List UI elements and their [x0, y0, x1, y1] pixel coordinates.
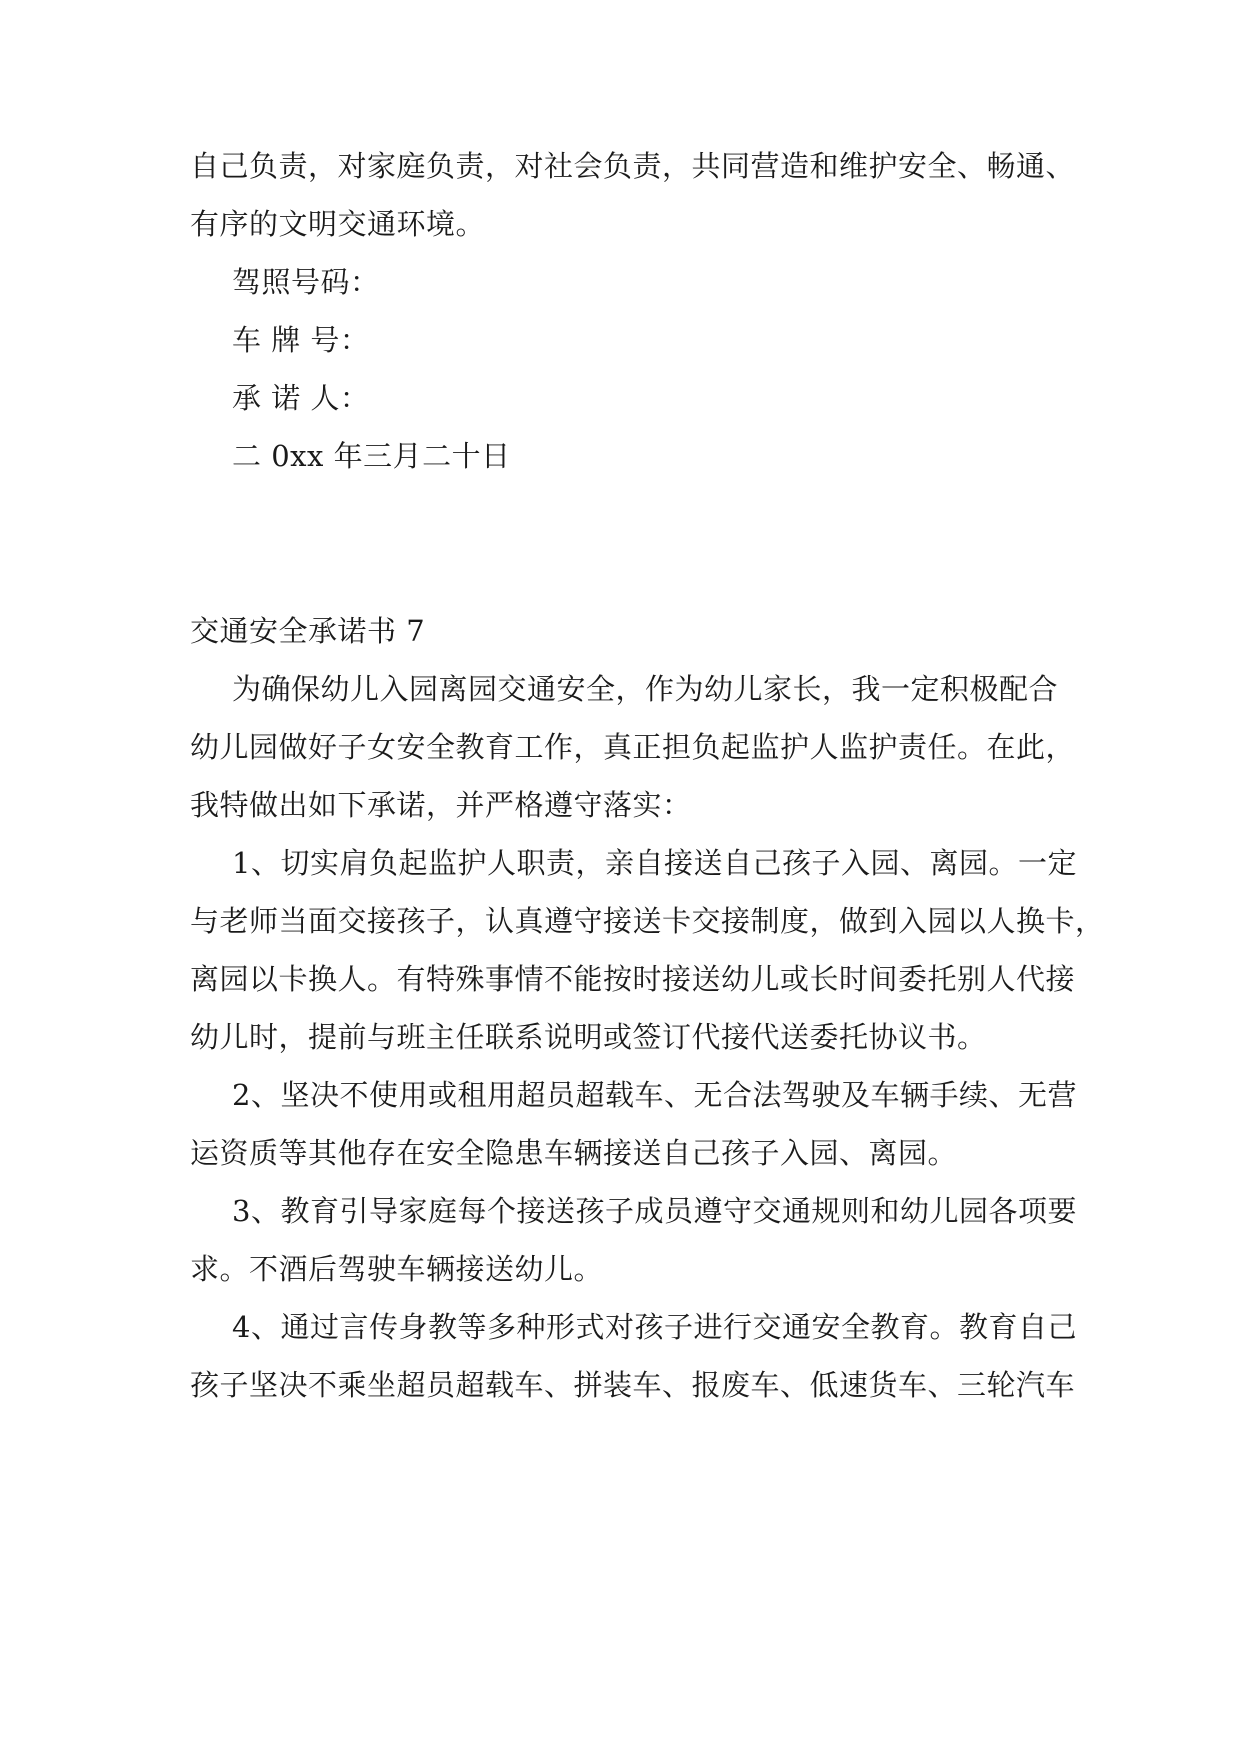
body-text-line: 有序的文明交通环境。 [190, 207, 486, 241]
body-text-line: 自己负责，对家庭负责，对社会负责，共同营造和维护安全、畅通、 [190, 149, 1076, 183]
paragraph-line: 求。不酒后驾驶车辆接送幼儿。 [190, 1252, 604, 1286]
section-title: 交通安全承诺书 7 [190, 614, 426, 648]
paragraph-line: 3、教育引导家庭每个接送孩子成员遵守交通规则和幼儿园各项要 [232, 1194, 1077, 1228]
promisor-field: 承 诺 人： [232, 381, 370, 415]
paragraph-line: 我特做出如下承诺，并严格遵守落实： [190, 788, 692, 822]
paragraph-line: 2、坚决不使用或租用超员超载车、无合法驾驶及车辆手续、无营 [232, 1078, 1077, 1112]
paragraph-line: 运资质等其他存在安全隐患车辆接送自己孩子入园、离园。 [190, 1136, 958, 1170]
paragraph-line: 为确保幼儿入园离园交通安全，作为幼儿家长，我一定积极配合 [232, 672, 1059, 706]
signature-date: 二 0xx 年三月二十日 [232, 439, 511, 473]
paragraph-line: 幼儿园做好子女安全教育工作，真正担负起监护人监护责任。在此， [190, 730, 1076, 764]
paragraph-line: 孩子坚决不乘坐超员超载车、拼装车、报废车、低速货车、三轮汽车 [190, 1368, 1076, 1402]
paragraph-line: 4、通过言传身教等多种形式对孩子进行交通安全教育。教育自己 [232, 1310, 1077, 1344]
license-number-field: 驾照号码： [232, 265, 380, 299]
plate-number-field: 车 牌 号： [232, 323, 370, 357]
paragraph-line: 1、切实肩负起监护人职责，亲自接送自己孩子入园、离园。一定 [232, 846, 1077, 880]
paragraph-line: 离园以卡换人。有特殊事情不能按时接送幼儿或长时间委托别人代接 [190, 962, 1076, 996]
paragraph-line: 幼儿时，提前与班主任联系说明或签订代接代送委托协议书。 [190, 1020, 987, 1054]
paragraph-line: 与老师当面交接孩子，认真遵守接送卡交接制度，做到入园以人换卡， [190, 904, 1105, 938]
